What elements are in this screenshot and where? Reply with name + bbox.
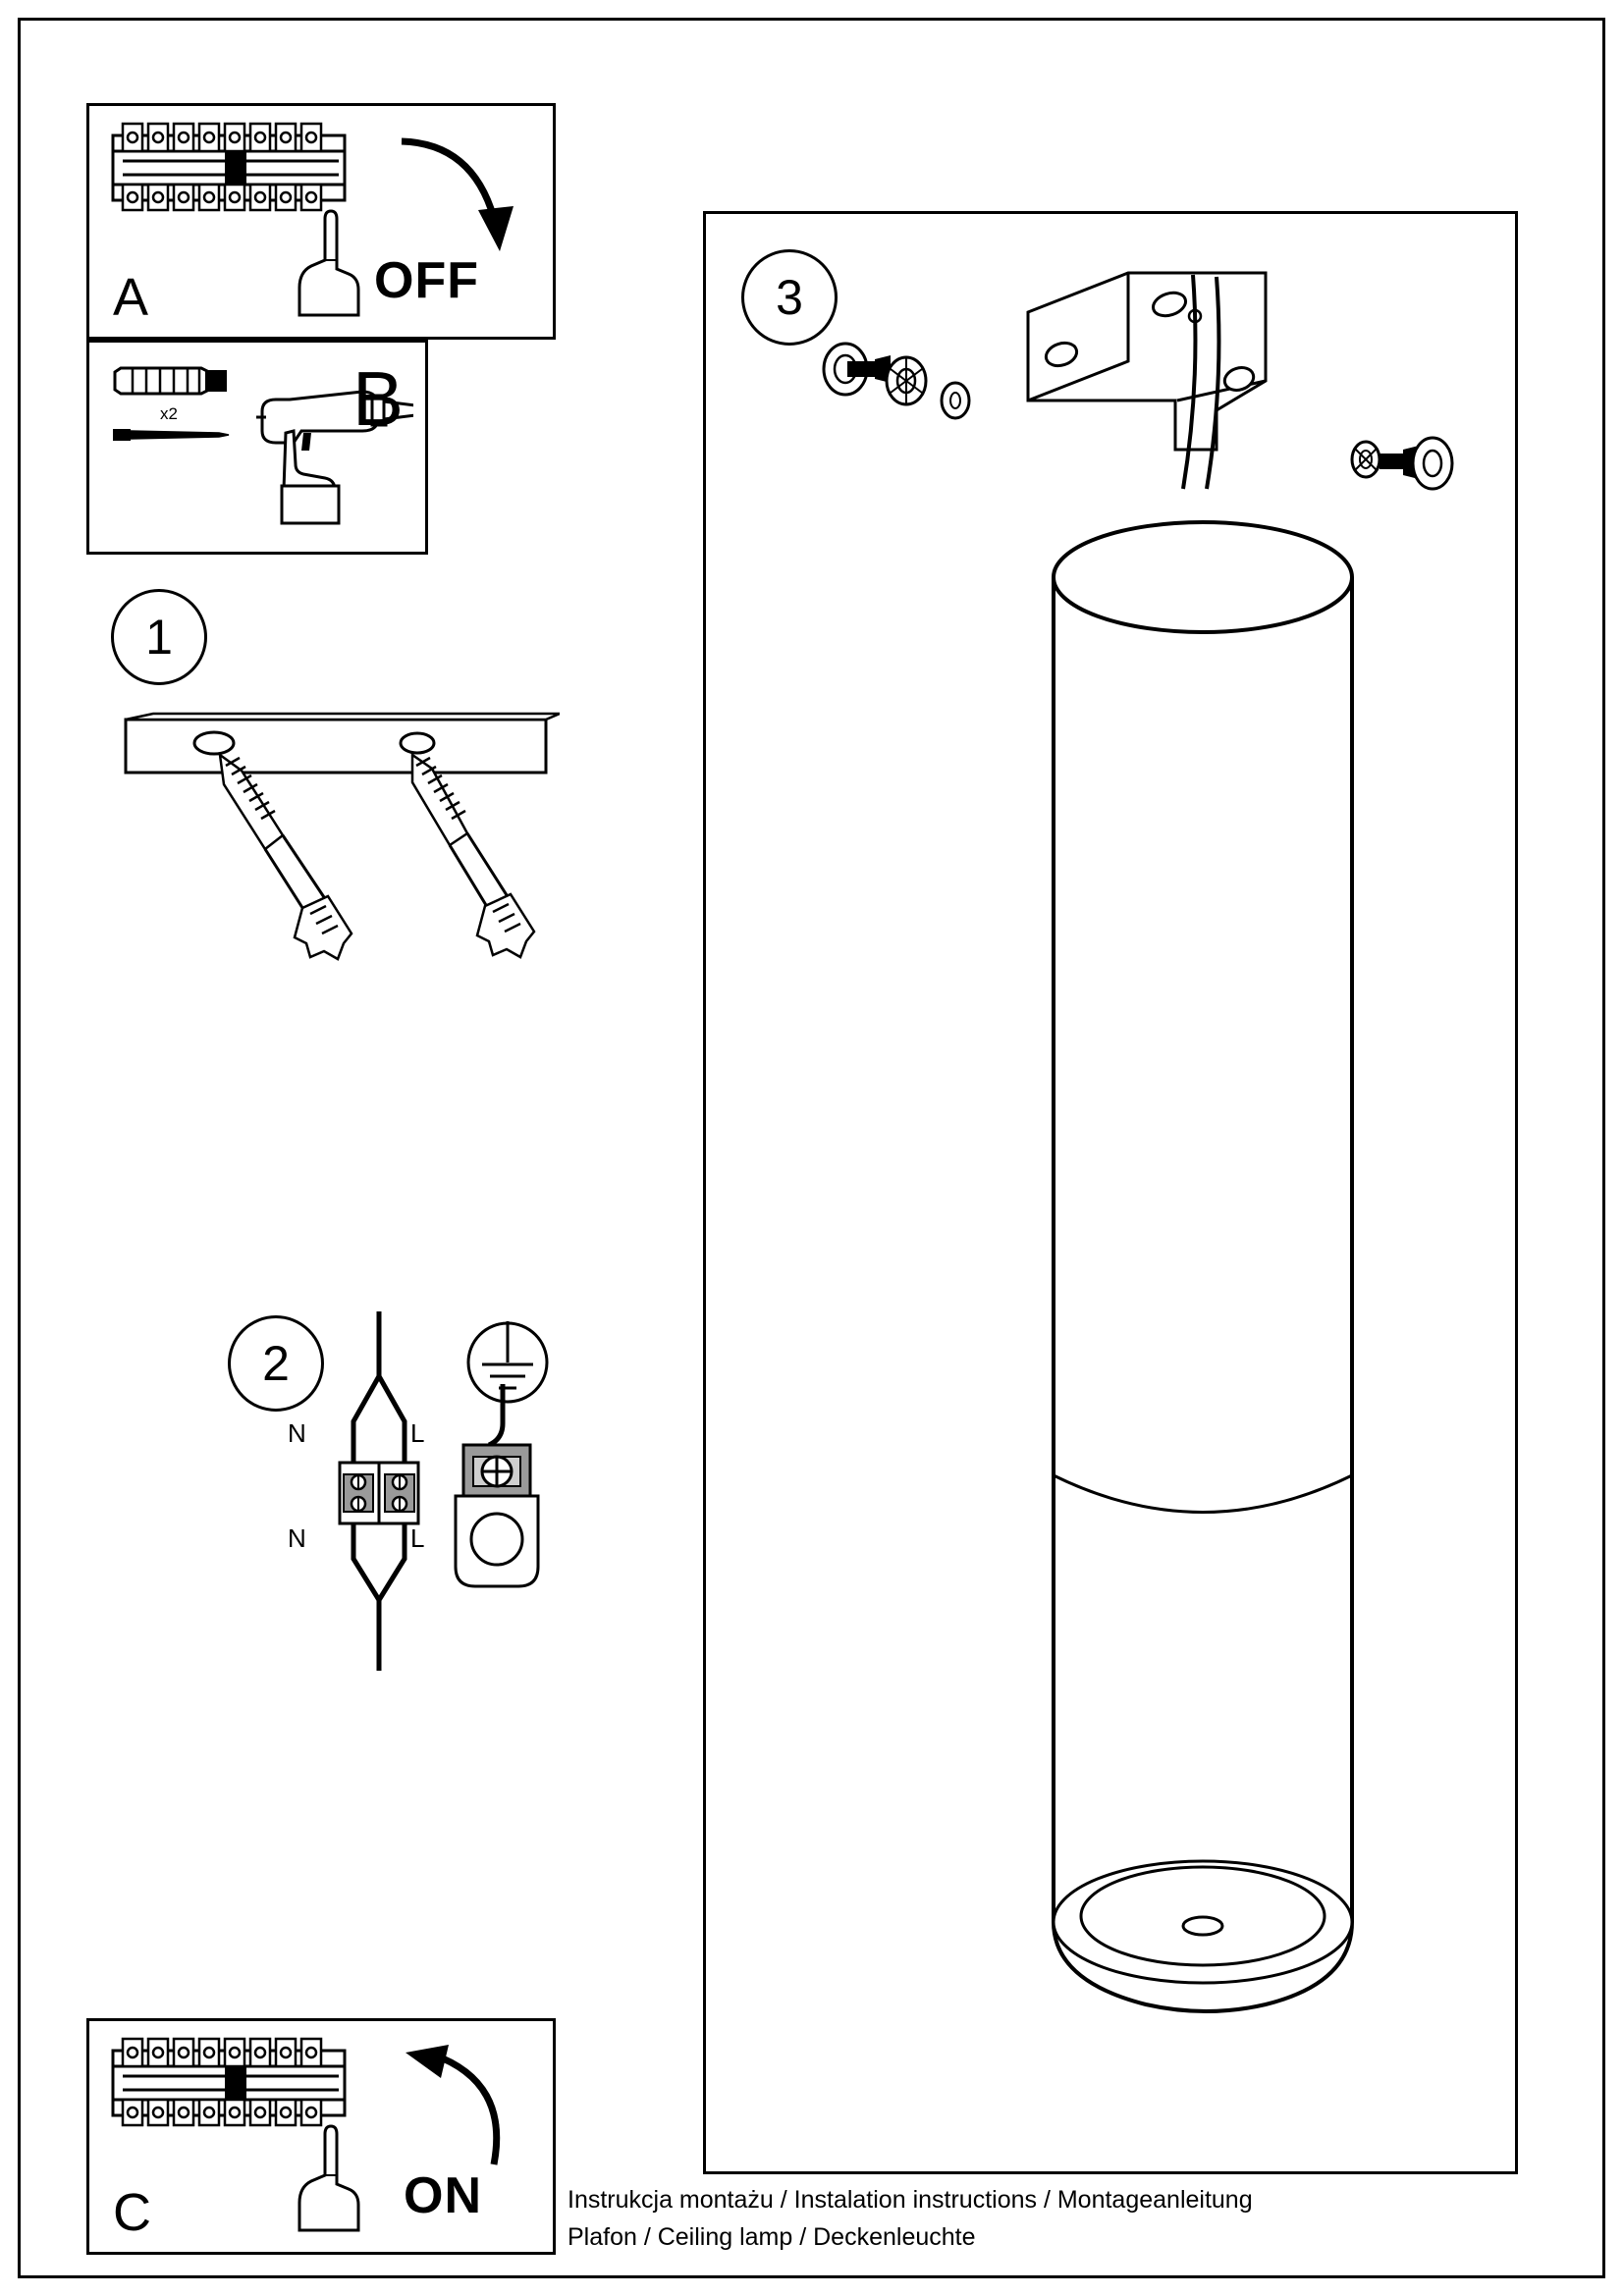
panel-c-label: C [113,2183,151,2242]
grub-screw-left [824,344,969,418]
hand-pointing-icon [286,209,384,322]
step-3-number: 3 [776,270,803,325]
earth-terminal-illustration [444,1384,591,1610]
step-2-terminal-illustration [314,1306,452,1679]
hand-pointing-icon [286,2124,384,2237]
wall-plug-icon [107,358,235,403]
step-2-number: 2 [262,1336,290,1391]
arrow-up-curved-icon [384,2043,541,2180]
terminal-label-n-top: N [288,1418,306,1448]
step-2-number-badge [228,1315,324,1412]
step-1-number-badge [111,589,207,685]
panel-c [86,2018,556,2255]
panel-c-action-text: ON [404,2167,482,2224]
caption-line-1: Instrukcja montażu / Instalation instructions / Montageanleitung [568,2186,1253,2214]
arrow-down-curved-icon [384,128,541,265]
screw-icon [109,423,237,447]
step-3-lamp-illustration [804,253,1491,2167]
step-1-number: 1 [145,610,173,665]
step-1-bracket-illustration [118,712,560,1026]
panel-b-label: B [352,355,405,442]
panel-b [86,340,428,555]
terminal-label-l-bottom: L [410,1523,425,1553]
panel-a-label: A [113,268,149,327]
panel-a-action-text: OFF [374,252,479,309]
panel-b-quantity: x2 [160,404,178,423]
step-3-panel [703,211,1518,2174]
panel-a [86,103,556,340]
terminal-label-n-bottom: N [288,1523,306,1553]
grub-screw-right [1352,438,1452,489]
caption-line-2: Plafon / Ceiling lamp / Deckenleuchte [568,2223,976,2251]
terminal-label-l-top: L [410,1418,425,1448]
